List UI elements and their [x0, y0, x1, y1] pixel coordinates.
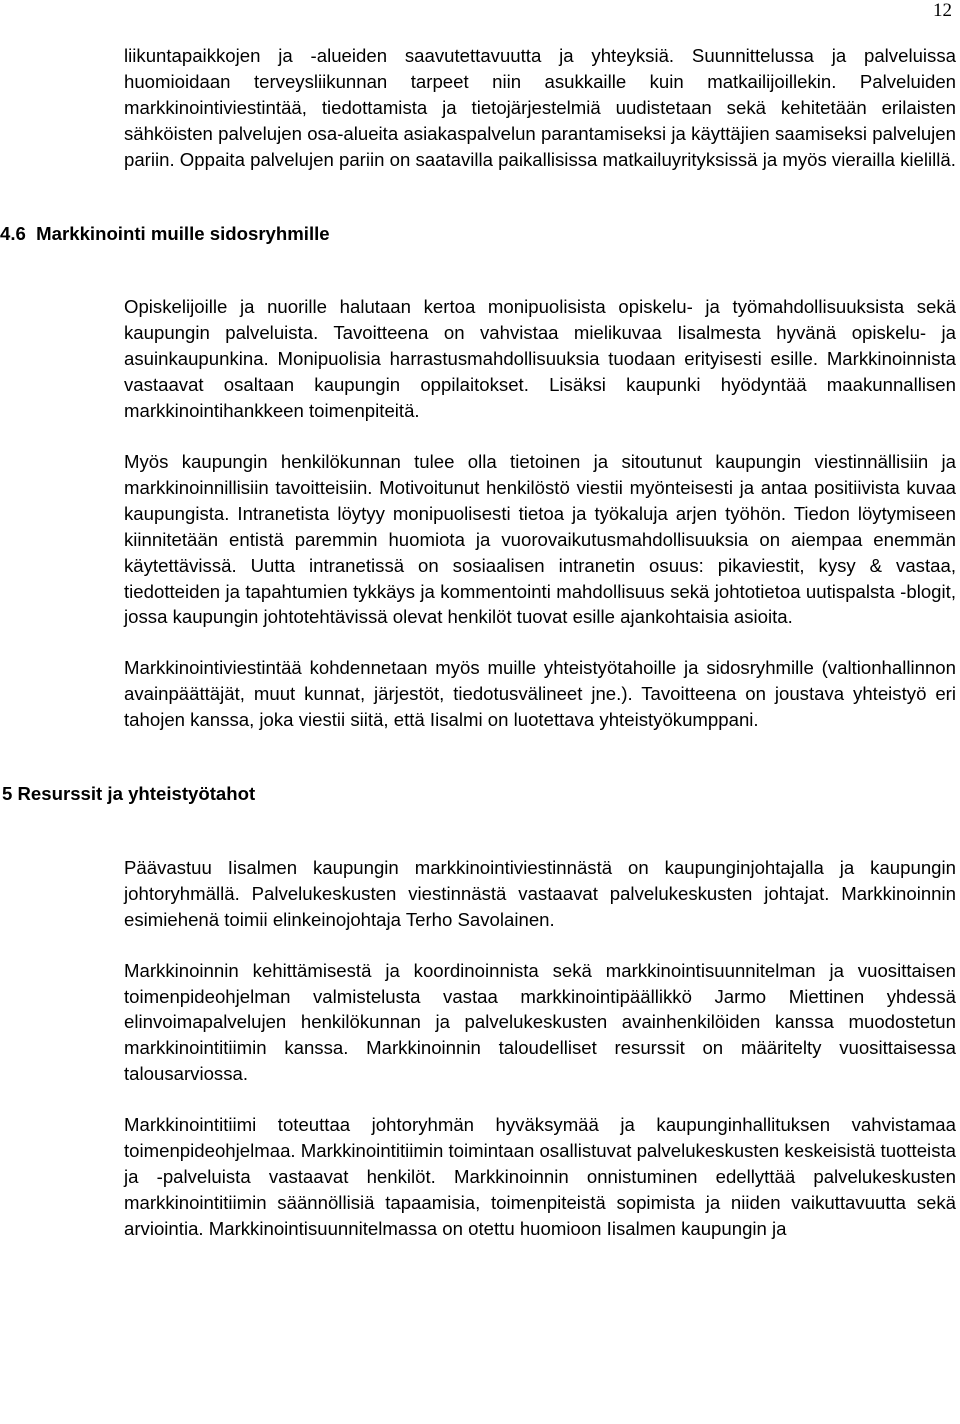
paragraph-7: Markkinointitiimi toteuttaa johtoryhmän hyväksymää ja kaupunginhallituksen vahvistamaa toimenpideohjelmaa. Markkinointitiimin toimintaan osallistuvat palvelukeskusten keskeisistä tuotteista ja -palveluista vastaavat henkilöt. Markkinoinnin onnistuminen edellyttää palvelukeskusten markkinointitiimin säännöllisiä tapaamisia, toimenpiteistä sopimista ja niiden vaikuttavuutta sekä arviointia. Markkinointisuunnitelmassa on otettu huomioon Iisalmen kaupungin ja	[124, 1114, 956, 1239]
paragraph-4: Markkinointiviestintää kohdennetaan myös muille yhteistyötahoille ja sidosryhmille (valtionhallinnon avainpäättäjät, muut kunnat, järjestöt, tiedotusvälineet jne.). Tavoitteena on joustava yhteistyö eri tahojen kanssa, joka viestii siitä, että Iisalmi on luotettava yhteistyökumppani.	[124, 657, 956, 731]
paragraph-5: Päävastuu Iisalmen kaupungin markkinointiviestinnästä on kaupunginjohtajalla ja kaupungin johtoryhmällä. Palvelukeskusten viestinnästä vastaavat palvelukeskusten johtajat. Markkinoinnin esimiehenä toimii elinkeinojohtaja Terho Savolainen.	[124, 856, 956, 930]
page-number: 12	[933, 0, 952, 21]
paragraph-1: liikuntapaikkojen ja -alueiden saavutettavuutta ja yhteyksiä. Suunnittelussa ja palveluissa huomioidaan terveysliikunnan tarpeet niin asukkaille kuin matkailijoillekin. Palveluiden markkinointiviestintää, tiedottamista ja tietojärjestelmiä uudistetaan sekä kehitetään erilaisten sähköisten palvelujen osa-alueita asiakaspalvelun parantamiseksi ja käyttäjien saamiseksi palvelujen pariin. Oppaita palvelujen pariin on saatavilla paikallisissa matkailuyrityksissä ja myös vierailla kielillä.	[124, 45, 956, 170]
paragraph-6: Markkinoinnin kehittämisestä ja koordinoinnista sekä markkinointisuunnitelman ja vuosittaisen toimenpideohjelman valmistelusta vastaa markkinointipäällikkö Jarmo Miettinen yhdessä elinvoimapalvelujen henkilökunnan ja palvelukeskusten avainhenkilöiden kanssa muodostetun markkinointitiimin kanssa. Markkinoinnin taloudelliset resurssit on määritelty vuosittaisessa talousarviossa.	[124, 959, 956, 1085]
section-heading-4-6: 4.6 Markkinointi muille sidosryhmille	[0, 222, 330, 244]
document-body	[0, 43, 956, 1242]
section-heading-5: 5 Resurssit ja yhteistyötahot	[2, 783, 256, 805]
paragraph-2: Opiskelijoille ja nuorille halutaan kertoa monipuolisista opiskelu- ja työmahdollisuuksista sekä kaupungin palveluista. Tavoitteena on vahvistaa mielikuvaa Iisalmesta hyvänä opiskelu- ja asuinkaupunkina. Monipuolisia harrastusmahdollisuuksia tuodaan erityisesti esille. Markkinoinnista vastaavat osaltaan kaupungin oppilaitokset. Lisäksi kaupunki hyödyntää maakunnallisen markkinointihankkeen toimenpiteitä.	[124, 296, 956, 422]
paragraph-3: Myös kaupungin henkilökunnan tulee olla tietoinen ja sitoutunut kaupungin viestinnällisiin ja markkinoinnillisiin tavoitteisiin. Motivoitunut henkilöstö viestii myönteisesti ja antaa positiivista kuvaa kaupungista. Intranetista löytyy monipuolisesti tietoa ja työkaluja arjen työhön. Tiedon löytymiseen kiinnitetään entistä paremmin huomiota ja vuorovaikutusmahdollisuuksia on aiempaa enemmän käytettävissä. Uutta intranetissä on sosiaalisen intranetin osuus: pikaviestit, kysy & vastaa, tiedotteiden ja tapahtumien tykkäys ja kommentointi mahdollisuus sekä johtotietoa uutispalsta -blogit, jossa kaupungin johtotehtävissä olevat henkilöt tuovat esille ajankohtaisia asioita.	[124, 450, 956, 628]
